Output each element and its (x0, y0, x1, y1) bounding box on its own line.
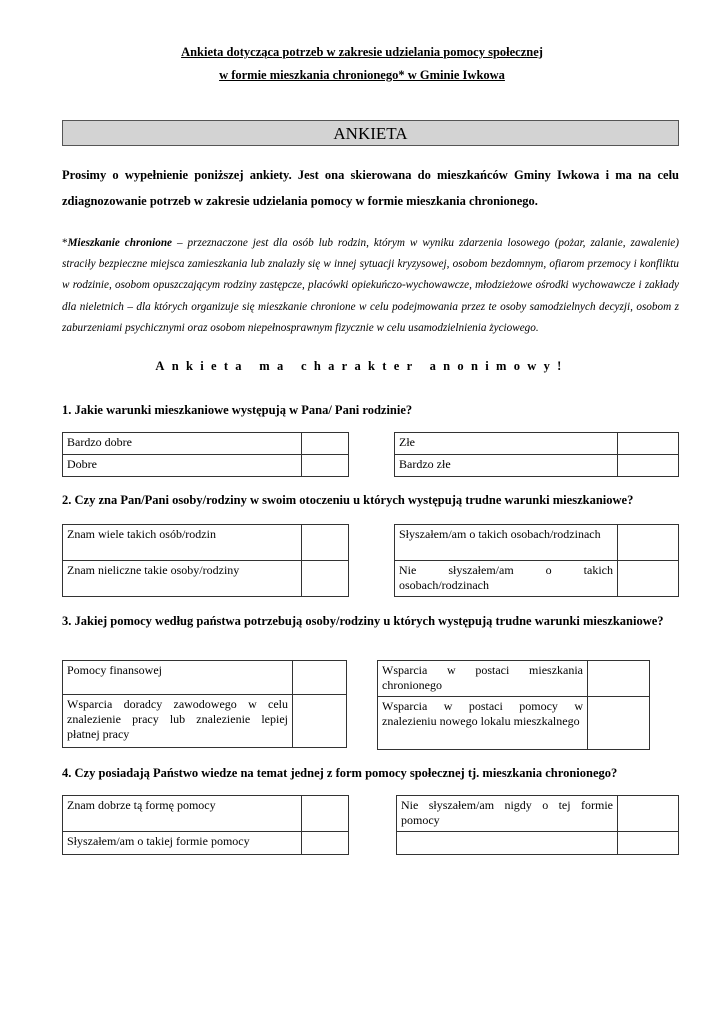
title-line-1: Ankieta dotycząca potrzeb w zakresie udzielania pomocy społecznej (181, 45, 543, 59)
option-label: Znam nieliczne takie osoby/rodziny (63, 561, 302, 597)
answer-checkbox[interactable] (618, 561, 679, 597)
definition-star: * (62, 237, 68, 249)
question-1-right-options (394, 432, 679, 477)
definition-term: Mieszkanie chronione (67, 237, 173, 249)
definition-paragraph (62, 233, 679, 339)
option-label: Znam dobrze tą formę pomocy (63, 796, 302, 832)
option-label: Wsparcia w postaci mieszkania chronionego (378, 661, 588, 697)
question-2-left-options (62, 524, 349, 597)
question-3-left-options (62, 660, 347, 748)
option-label: Znam wiele takich osób/rodzin (63, 525, 302, 561)
option-label (397, 832, 618, 855)
question-4-text: 4. Czy posiadają Państwo wiedze na temat jednej z form pomocy społecznej tj. mieszkania chronionego? (62, 766, 618, 780)
answer-checkbox[interactable] (302, 832, 349, 855)
answer-checkbox[interactable] (302, 433, 349, 455)
option-label: Bardzo dobre (63, 433, 302, 455)
question-1-text: 1. Jakie warunki mieszkaniowe występują w Pana/ Pani rodzinie? (62, 403, 413, 417)
answer-checkbox[interactable] (588, 697, 650, 750)
answer-checkbox[interactable] (618, 832, 679, 855)
answer-checkbox[interactable] (618, 525, 679, 561)
answer-checkbox[interactable] (302, 455, 349, 477)
question-4-left-options (62, 795, 349, 855)
question-2-right-options (394, 524, 679, 597)
answer-checkbox[interactable] (302, 561, 349, 597)
option-label: Złe (395, 433, 618, 455)
question-2-text: 2. Czy zna Pan/Pani osoby/rodziny w swoim otoczeniu u których występują trudne warunki mieszkaniowe? (62, 493, 634, 507)
title-line-2: w formie mieszkania chronionego* w Gminie Iwkowa (219, 68, 505, 82)
answer-checkbox[interactable] (618, 433, 679, 455)
intro-paragraph: Prosimy o wypełnienie poniższej ankiety. Jest ona skierowana do mieszkańców Gminy Iwkowa i ma na celu zdiagnozowanie potrzeb w zakresie udzielania pomocy w formie mieszkania chronionego. (62, 168, 679, 208)
option-label: Bardzo złe (395, 455, 618, 477)
anonymous-note: Ankieta ma charakter anonimowy! (155, 359, 569, 373)
definition-text: – przeznaczone jest dla osób lub rodzin, którym w wyniku zdarzenia losowego (pożar, zalanie, zawalenie) straciły bezpieczne miejsca zamieszkania lub znalazły się w innej sytuacji kryzysowej, osobom bezdomnym, ofiarom przemocy i konfliktu w rodzinie, osobom opuszczającym rodziny zastępcze, placówki opiekuńczo-wychowawcze, młodzieżowe ośrodki wychowawcze i zakłady dla nieletnich – dla których organizuje się mieszkanie chronione w celu podejmowania przez te osoby samodzielnych decyzji, osobom z zaburzeniami psychicznymi oraz osobom niepełnosprawnym fizycznie w celu usamodzielnienia życiowego. (62, 237, 679, 334)
option-label: Słyszałem/am o takiej formie pomocy (63, 832, 302, 855)
question-3-right-options (377, 660, 650, 750)
answer-checkbox[interactable] (618, 796, 679, 832)
option-label: Dobre (63, 455, 302, 477)
question-4-right-options (396, 795, 679, 855)
question-3-text: 3. Jakiej pomocy według państwa potrzebują osoby/rodziny u których występują trudne warunki mieszkaniowe? (62, 614, 664, 628)
option-label: Słyszałem/am o takich osobach/rodzinach (395, 525, 618, 561)
option-label: Nie słyszałem/am nigdy o tej formie pomocy (397, 796, 618, 832)
answer-checkbox[interactable] (293, 661, 347, 695)
question-1-left-options (62, 432, 349, 477)
answer-checkbox[interactable] (618, 455, 679, 477)
answer-checkbox[interactable] (588, 661, 650, 697)
answer-checkbox[interactable] (293, 695, 347, 748)
option-label: Nie słyszałem/am o takich osobach/rodzinach (395, 561, 618, 597)
option-label: Pomocy finansowej (63, 661, 293, 695)
answer-checkbox[interactable] (302, 796, 349, 832)
banner-ankieta: ANKIETA (62, 120, 679, 146)
option-label: Wsparcia w postaci pomocy w znalezieniu nowego lokalu mieszkalnego (378, 697, 588, 750)
answer-checkbox[interactable] (302, 525, 349, 561)
option-label: Wsparcia doradcy zawodowego w celu znalezienie pracy lub znalezienie lepiej płatnej pracy (63, 695, 293, 748)
